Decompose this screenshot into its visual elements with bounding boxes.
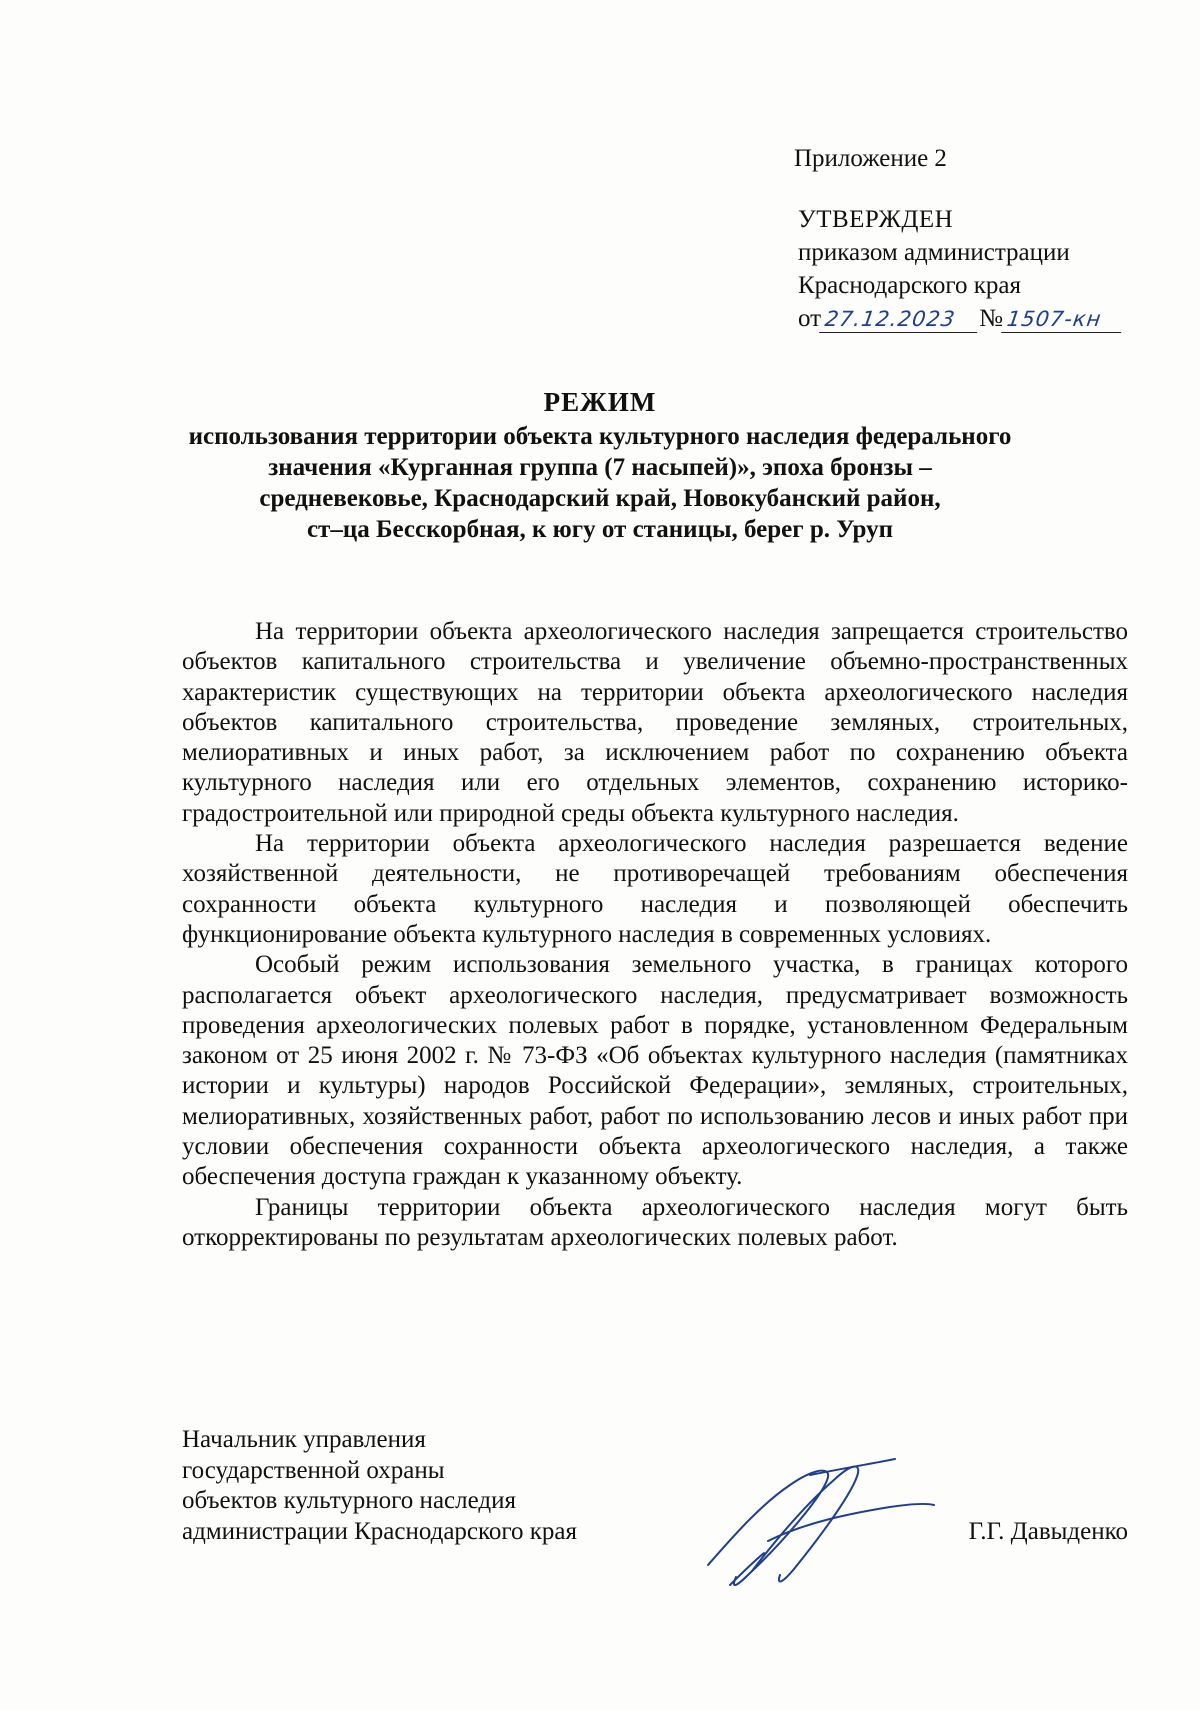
paragraph-special-regime: Особый режим использования земельного участка, в границах которого располагается объект археологического наследия, предусматривает возможность проведения археологических полевых работ в порядке, установленном Федеральным законом от 25 июня 2002 г. № 73-ФЗ «Об объектах культурного наследия (памятниках истории и культуры) народов Российской Федерации», земляных, строительных, мелиоративных, хозяйственных работ, работ по использованию лесов и иных работ при условии обеспечения сохранности объекта археологического наследия, а также обеспечения доступа граждан к указанному объекту. — [182, 951, 1128, 1191]
position-line-1: Начальник управления — [182, 1426, 426, 1453]
handwritten-order-number: 1507-кн — [1001, 306, 1125, 333]
position-line-4: администрации Краснодарского края — [182, 1517, 578, 1545]
paragraph-prohibitions: На территории объекта археологического наследия запрещается строительство объектов капитального строительства и увеличение объемно-пространственных характеристик существующих на территории объекта археологического наследия объектов капитального строительства, проведение земляных, строительных, мелиоративных и иных работ, за исключением работ по сохранению объекта культурного наследия или его отдельных элементов, сохранению историко-градостроительной или природной среды объекта культурного наследия. — [182, 618, 1128, 827]
order-date-line — [798, 302, 1158, 335]
position-line-3: объектов культурного наследия — [182, 1487, 516, 1514]
title-heading: РЕЖИМ — [543, 387, 657, 417]
title-line-2: значения «Курганная группа (7 насыпей)», эпоха бронзы – — [268, 454, 932, 481]
handwritten-date: 27.12.2023 — [819, 306, 981, 333]
approved-by-line-2: Краснодарского края — [798, 272, 1021, 299]
signature-block — [182, 1425, 1128, 1585]
paragraph-boundaries: Границы территории объекта археологического наследия могут быть откорректированы по результатам археологических полевых работ. — [182, 1193, 1128, 1251]
title-line-4: ст–ца Бесскорбная, к югу от станицы, берег р. Уруп — [306, 516, 894, 543]
paragraph-permitted-activity: На территории объекта археологического наследия разрешается ведение хозяйственной деятельности, не противоречащей требованиям обеспечения сохранности объекта культурного наследия и позволяющей обеспечить функционирование объекта культурного наследия в современных условиях. — [182, 830, 1128, 948]
document-body — [182, 617, 1128, 1253]
signer-name: Г.Г. Давыденко — [968, 1518, 1128, 1545]
document-title — [130, 387, 1070, 545]
position-line-2: государственной охраны — [182, 1456, 445, 1484]
number-prefix: № — [979, 305, 1003, 332]
approved-by-line-1: приказом администрации — [798, 239, 1070, 266]
title-line-1: использования территории объекта культурного наследия федерального — [188, 423, 1012, 450]
title-line-3: средневековье, Краснодарский край, Новокубанский район, — [259, 485, 941, 512]
approved-label: УТВЕРЖДЕН — [798, 206, 954, 233]
approval-stamp-block — [794, 142, 1158, 335]
appendix-label: Приложение 2 — [794, 145, 947, 172]
date-prefix: от — [798, 305, 822, 332]
handwritten-signature — [690, 1445, 940, 1595]
